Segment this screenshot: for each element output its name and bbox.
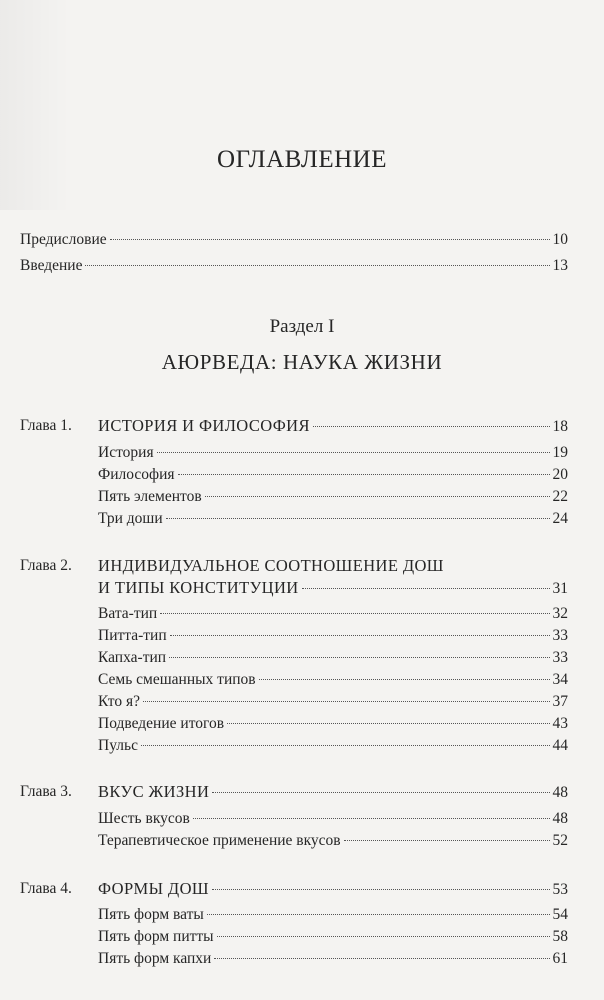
subentry-page: 44	[552, 737, 568, 754]
subentry-page: 43	[552, 715, 568, 732]
subentry-page: 34	[552, 671, 568, 688]
chapter-page: 31	[552, 580, 568, 597]
dot-leader	[217, 936, 550, 937]
subentry-page: 37	[552, 693, 568, 710]
dot-leader	[141, 745, 550, 746]
subentry-page: 61	[552, 950, 568, 967]
dot-leader	[178, 474, 550, 475]
toc-subentry	[98, 487, 568, 507]
dot-leader	[157, 452, 550, 453]
dot-leader	[227, 723, 549, 724]
dot-leader	[313, 426, 550, 427]
chapter-label: Глава 1.	[20, 417, 72, 434]
toc-entry-page: 13	[552, 257, 568, 274]
chapter-page: 18	[552, 418, 568, 435]
subentry-page: 22	[552, 488, 568, 505]
chapter-label: Глава 2.	[20, 557, 72, 574]
subentry-title: Терапевтическое применение вкусов	[98, 832, 341, 849]
toc-subentry	[98, 670, 568, 690]
subentry-title: Пульс	[98, 737, 138, 754]
chapter-label: Глава 4.	[20, 880, 72, 897]
chapter-label: Глава 3.	[20, 783, 72, 800]
subentry-title: Философия	[98, 466, 175, 483]
dot-leader	[214, 958, 549, 959]
toc-entry-title: Предисловие	[20, 231, 107, 248]
dot-leader	[212, 889, 550, 890]
subentry-title: История	[98, 444, 154, 461]
subentry-page: 19	[552, 444, 568, 461]
dot-leader	[85, 265, 549, 266]
subentry-page: 58	[552, 928, 568, 945]
toc-subentry	[98, 648, 568, 668]
toc-subentry	[98, 692, 568, 712]
dot-leader	[110, 239, 550, 240]
toc-subentry	[98, 927, 568, 947]
chapter-title-line1: ИНДИВИДУАЛЬНОЕ СООТНОШЕНИЕ ДОШ	[98, 556, 444, 575]
chapter-entry	[98, 578, 568, 599]
dot-leader	[302, 588, 550, 589]
subentry-page: 32	[552, 605, 568, 622]
subentry-page: 33	[552, 627, 568, 644]
toc-subentry	[98, 831, 568, 851]
toc-entry	[20, 256, 568, 276]
toc-subentry	[98, 905, 568, 925]
subentry-title: Кто я?	[98, 693, 140, 710]
dot-leader	[344, 840, 550, 841]
toc-entry	[20, 230, 568, 250]
subentry-title: Питта-тип	[98, 627, 167, 644]
chapter-entry	[98, 416, 568, 437]
dot-leader	[160, 613, 549, 614]
subentry-page: 54	[552, 906, 568, 923]
subentry-page: 48	[552, 810, 568, 827]
subentry-page: 20	[552, 466, 568, 483]
subentry-title: Пять форм капхи	[98, 950, 212, 967]
toc-subentry	[98, 626, 568, 646]
dot-leader	[169, 657, 549, 658]
dot-leader	[207, 914, 550, 915]
toc-entry-page: 10	[552, 231, 568, 248]
subentry-title: Пять элементов	[98, 488, 202, 505]
chapter-entry	[98, 879, 568, 900]
toc-subentry	[98, 809, 568, 829]
dot-leader	[212, 792, 549, 793]
subentry-page: 52	[552, 832, 568, 849]
toc-subentry	[98, 509, 568, 529]
subentry-title: Капха-тип	[98, 649, 167, 666]
subentry-title: Вата-тип	[98, 605, 158, 622]
toc-subentry	[98, 604, 568, 624]
chapter-title: ИСТОРИЯ И ФИЛОСОФИЯ	[98, 416, 310, 435]
toc-subentry	[98, 465, 568, 485]
subentry-page: 24	[552, 510, 568, 527]
dot-leader	[170, 635, 550, 636]
chapter-title: И ТИПЫ КОНСТИТУЦИИ	[98, 578, 299, 597]
toc-subentry	[98, 443, 568, 463]
chapter-title: ФОРМЫ ДОШ	[98, 879, 209, 898]
chapter-entry	[98, 782, 568, 803]
subentry-title: Шесть вкусов	[98, 810, 190, 827]
toc-subentry	[98, 714, 568, 734]
subentry-title: Семь смешанных типов	[98, 671, 256, 688]
section-title: АЮРВЕДА: НАУКА ЖИЗНИ	[161, 350, 443, 374]
chapter-page: 48	[552, 784, 568, 801]
toc-subentry	[98, 949, 568, 969]
subentry-title: Подведение итогов	[98, 715, 225, 732]
dot-leader	[143, 701, 550, 702]
chapter-page: 53	[552, 881, 568, 898]
toc-entry-title: Введение	[20, 257, 83, 274]
section-label: Раздел I	[269, 316, 335, 337]
chapter-title: ВКУС ЖИЗНИ	[98, 782, 210, 801]
dot-leader	[166, 518, 550, 519]
toc-subentry	[98, 736, 568, 756]
subentry-title: Пять форм ваты	[98, 906, 204, 923]
dot-leader	[205, 496, 550, 497]
dot-leader	[193, 818, 550, 819]
subentry-page: 33	[552, 649, 568, 666]
subentry-title: Три доши	[98, 510, 163, 527]
page-title: ОГЛАВЛЕНИЕ	[217, 146, 387, 173]
dot-leader	[259, 679, 550, 680]
subentry-title: Пять форм питты	[98, 928, 214, 945]
